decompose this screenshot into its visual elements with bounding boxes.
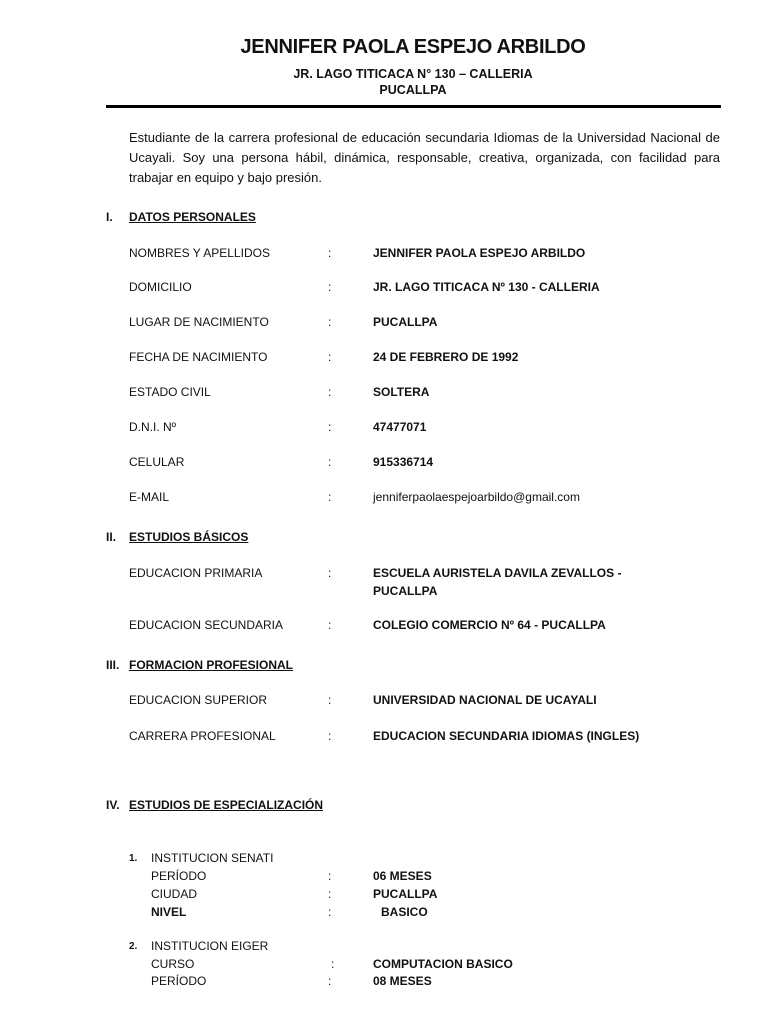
field-colon: : [328, 693, 332, 707]
field-value-name: JENNIFER PAOLA ESPEJO ARBILDO [373, 246, 586, 260]
field-colon: : [331, 957, 335, 971]
address-line-1: JR. LAGO TITICACA N° 130 – CALLERIA [293, 67, 533, 81]
field-value-career: EDUCACION SECUNDARIA IDIOMAS (INGLES) [373, 729, 640, 743]
field-value-level: BASICO [381, 905, 428, 919]
field-value-civil-status: SOLTERA [373, 385, 430, 399]
field-colon: : [328, 350, 332, 364]
field-label: EDUCACION SUPERIOR [129, 693, 268, 707]
field-value-email: jenniferpaolaespejoarbildo@gmail.com [373, 490, 580, 504]
field-colon: : [328, 420, 332, 434]
field-value-primary-school: ESCUELA AURISTELA DAVILA ZEVALLOS - PUCALLPA [373, 566, 622, 598]
section-title-basic: ESTUDIOS BÁSICOS [129, 530, 249, 544]
field-colon: : [328, 618, 332, 632]
item-number: 1. [129, 853, 138, 864]
field-colon: : [328, 869, 332, 883]
field-colon: : [328, 455, 332, 469]
field-label: E-MAIL [129, 490, 170, 504]
field-label: ESTADO CIVIL [129, 385, 211, 399]
intro-paragraph: Estudiante de la carrera profesional de educación secundaria Idiomas de la Universidad Nacional de Ucayali. Soy una persona hábil, dinámica, responsable, creativa, organizada, con facilidad para trabajar en equipo y bajo presión. [129, 130, 720, 185]
field-label: EDUCACION SECUNDARIA [129, 618, 284, 632]
field-label: PERÍODO [151, 974, 207, 988]
field-value-city: PUCALLPA [373, 887, 438, 901]
field-value-period: 08 MESES [373, 974, 432, 988]
section-title-personal: DATOS PERSONALES [129, 210, 256, 224]
field-value-university: UNIVERSIDAD NACIONAL DE UCAYALI [373, 693, 597, 707]
section-number: II. [106, 530, 117, 544]
field-label: D.N.I. Nº [129, 420, 177, 434]
field-value-address: JR. LAGO TITICACA Nº 130 - CALLERIA [373, 280, 600, 294]
field-label: CIUDAD [151, 887, 198, 901]
section-number: III. [106, 658, 120, 672]
header-divider [106, 105, 721, 108]
institution-name: INSTITUCION SENATI [151, 851, 274, 865]
field-value-secondary-school: COLEGIO COMERCIO Nº 64 - PUCALLPA [373, 618, 606, 632]
address-block [0, 66, 768, 98]
section-title-specialization: ESTUDIOS DE ESPECIALIZACIÓN [129, 798, 324, 812]
field-colon: : [328, 385, 332, 399]
field-colon: : [328, 246, 332, 260]
field-label: NIVEL [151, 905, 187, 919]
field-label: LUGAR DE NACIMIENTO [129, 315, 269, 329]
field-value-course: COMPUTACION BASICO [373, 957, 513, 971]
field-colon: : [328, 974, 332, 988]
section-number: I. [106, 210, 113, 224]
section-title-professional: FORMACION PROFESIONAL [129, 658, 293, 672]
field-colon: : [328, 315, 332, 329]
address-line-2: PUCALLPA [379, 83, 447, 97]
field-colon: : [328, 490, 332, 504]
field-label: EDUCACION PRIMARIA [129, 566, 263, 580]
field-colon: : [328, 566, 332, 580]
field-value-phone: 915336714 [373, 455, 434, 469]
field-value-birthplace: PUCALLPA [373, 315, 438, 329]
candidate-name: JENNIFER PAOLA ESPEJO ARBILDO [240, 36, 586, 58]
field-colon: : [328, 729, 332, 743]
field-label: CARRERA PROFESIONAL [129, 729, 276, 743]
field-label: FECHA DE NACIMIENTO [129, 350, 268, 364]
field-value-period: 06 MESES [373, 869, 432, 883]
field-label: DOMICILIO [129, 280, 192, 294]
field-label: NOMBRES Y APELLIDOS [129, 246, 270, 260]
field-label: CURSO [151, 957, 195, 971]
institution-name: INSTITUCION EIGER [151, 939, 269, 953]
field-colon: : [328, 905, 332, 919]
field-colon: : [328, 887, 332, 901]
field-label: CELULAR [129, 455, 185, 469]
field-value-dni: 47477071 [373, 420, 427, 434]
field-value-birthdate: 24 DE FEBRERO DE 1992 [373, 350, 519, 364]
field-colon: : [328, 280, 332, 294]
field-label: PERÍODO [151, 869, 207, 883]
section-number: IV. [106, 798, 120, 812]
item-number: 2. [129, 941, 138, 952]
